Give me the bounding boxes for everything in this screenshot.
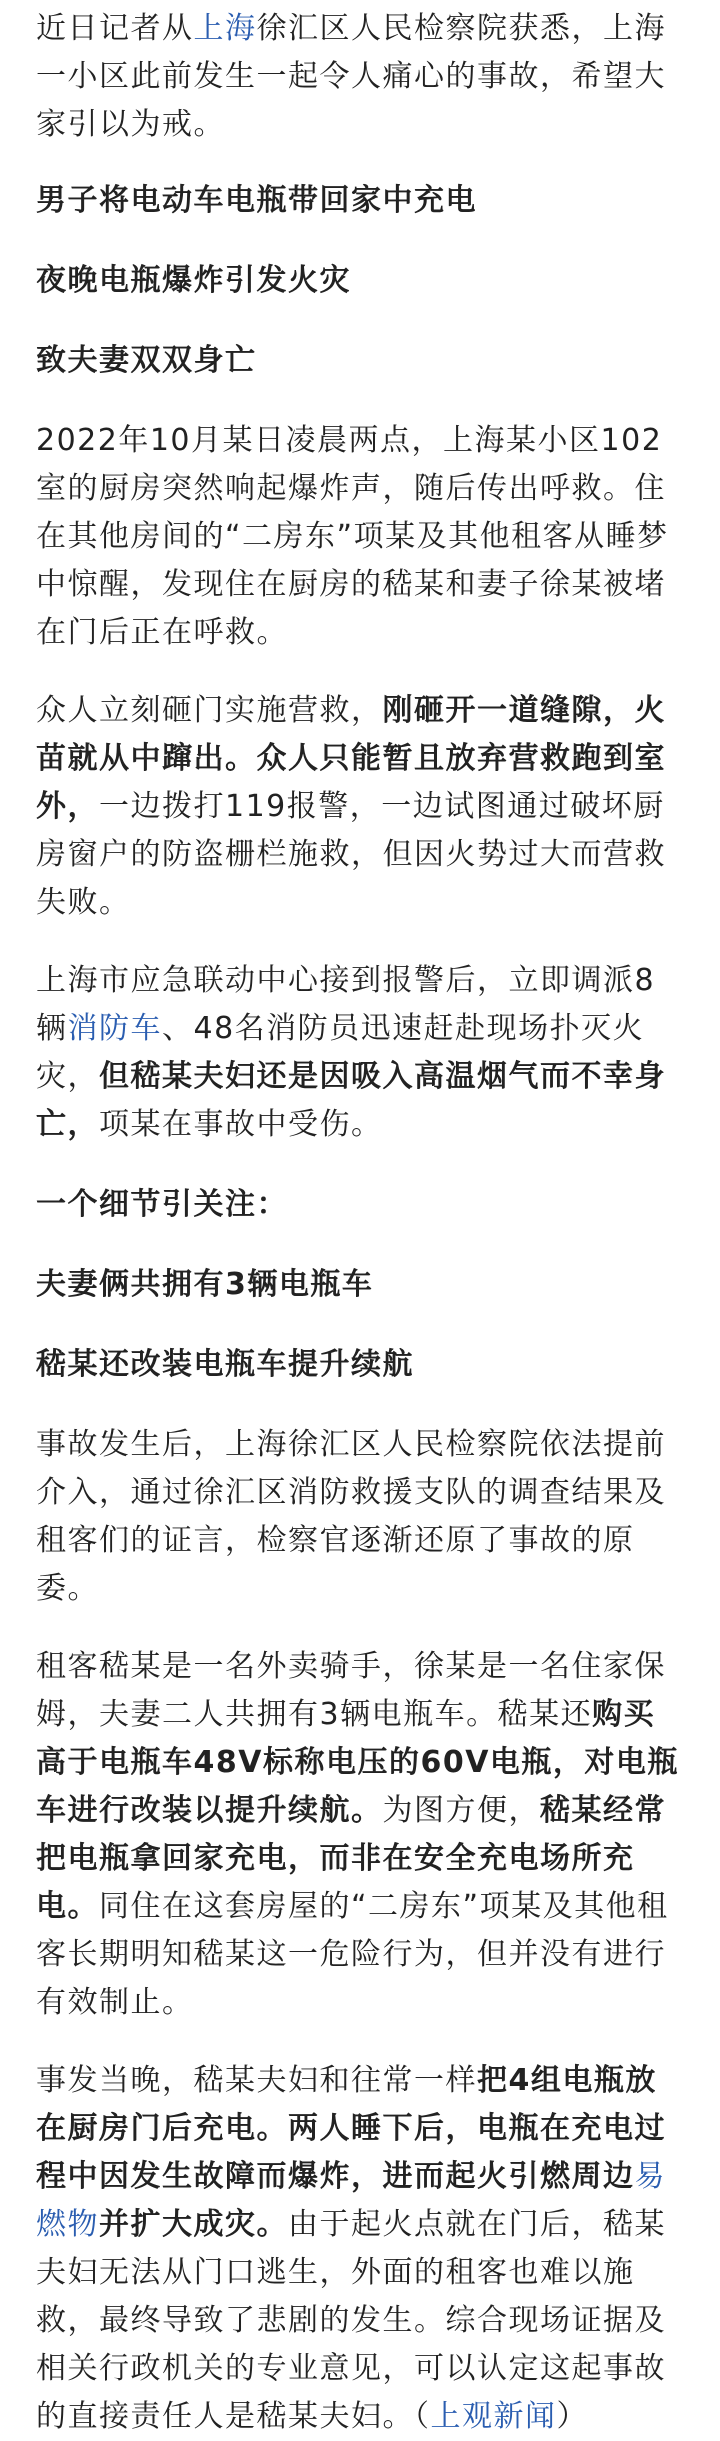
paragraph-explosion: 2022年10月某日凌晨两点，上海某小区102室的厨房突然响起爆炸声，随后传出呼救。住在其他房间的“二房东”项某及其他租客从睡梦中惊醒，发现住在厨房的嵇某和妻子徐某被堵在门后正在呼救。 <box>36 423 669 650</box>
rescue-text-c: 一边拨打119报警，一边试图通过破坏厨房窗户的防盗栅栏施救，但因火势过大而营救失败。 <box>36 789 666 920</box>
tenant-bold-2: 嵇某经常把电瓶拿回家充电，而非在安全充电场所充电。 <box>36 1793 666 1924</box>
tenant-bold-1: 购买高于电瓶车48V标称电压的60V电瓶，对电瓶车进行改装以提升续航。 <box>36 1697 679 1828</box>
night-text-c: ） <box>556 2399 588 2434</box>
intro-text-b: 徐汇区人民检察院获悉，上海一小区此前发生一起令人痛心的事故，希望大家引以为戒。 <box>36 11 666 142</box>
subheading-2: 夜晚电瓶爆炸引发火灾 <box>36 263 351 298</box>
subheading-6: 嵇某还改装电瓶车提升续航 <box>36 1347 414 1382</box>
rescue-text-a: 众人立刻砸门实施营救， <box>36 693 383 728</box>
firefighters-text-b: 、48名消防员迅速赶赴现场扑灭火灾， <box>36 1011 645 1094</box>
firefighters-text-c: 项某在事故中受伤。 <box>99 1107 383 1142</box>
link-flammables[interactable]: 易燃物 <box>36 2159 666 2242</box>
subheading-4: 一个细节引关注： <box>36 1187 288 1222</box>
link-fire-truck[interactable]: 消防车 <box>67 1011 162 1046</box>
firefighters-bold: 但嵇某夫妇还是因吸入高温烟气而不幸身亡， <box>36 1059 666 1142</box>
subheading-5: 夫妻俩共拥有3辆电瓶车 <box>36 1267 374 1302</box>
night-bold-2: 并扩大成灾。 <box>99 2207 288 2242</box>
paragraph-intro <box>36 0 684 149</box>
link-shanghai[interactable]: 上海 <box>193 11 257 46</box>
paragraph-incident-night <box>36 2057 684 2441</box>
paragraph-firefighters <box>36 957 684 1149</box>
rescue-bold: 刚砸开一道缝隙，火苗就从中蹿出。众人只能暂且放弃营救跑到室外， <box>36 693 666 824</box>
subheading-3: 致夫妻双双身亡 <box>36 343 257 378</box>
firefighters-text-a: 上海市应急联动中心接到报警后，立即调派8辆 <box>36 963 656 1046</box>
night-text-b: 由于起火点就在门后，嵇某夫妇无法从门口逃生，外面的租客也难以施救，最终导致了悲剧的发生。综合现场证据及相关行政机关的专业意见，可以认定这起事故的直接责任人是嵇某夫妇。（ <box>36 2207 666 2434</box>
intro-text-a: 近日记者从 <box>36 11 194 46</box>
paragraph-investigation: 事故发生后，上海徐汇区人民检察院依法提前介入，通过徐汇区消防救援支队的调查结果及租客们的证言，检察官逐渐还原了事故的原委。 <box>36 1427 666 1606</box>
paragraph-tenant <box>36 1643 684 2027</box>
night-bold-1: 把4组电瓶放在厨房门后充电。两人睡下后，电瓶在充电过程中因发生故障而爆炸，进而起火引燃周边 <box>36 2063 666 2194</box>
tenant-text-b: 为图方便， <box>382 1793 540 1828</box>
tenant-text-c: 同住在这套房屋的“二房东”项某及其他租客长期明知嵇某这一危险行为，但并没有进行有效制止。 <box>36 1889 669 2020</box>
subheading-1: 男子将电动车电瓶带回家中充电 <box>36 183 477 218</box>
link-source-news[interactable]: 上观新闻 <box>430 2399 557 2434</box>
paragraph-rescue <box>36 687 684 927</box>
night-text-a: 事发当晚，嵇某夫妇和往常一样 <box>36 2063 477 2098</box>
tenant-text-a: 租客嵇某是一名外卖骑手，徐某是一名住家保姆，夫妻二人共拥有3辆电瓶车。嵇某还 <box>36 1649 666 1732</box>
